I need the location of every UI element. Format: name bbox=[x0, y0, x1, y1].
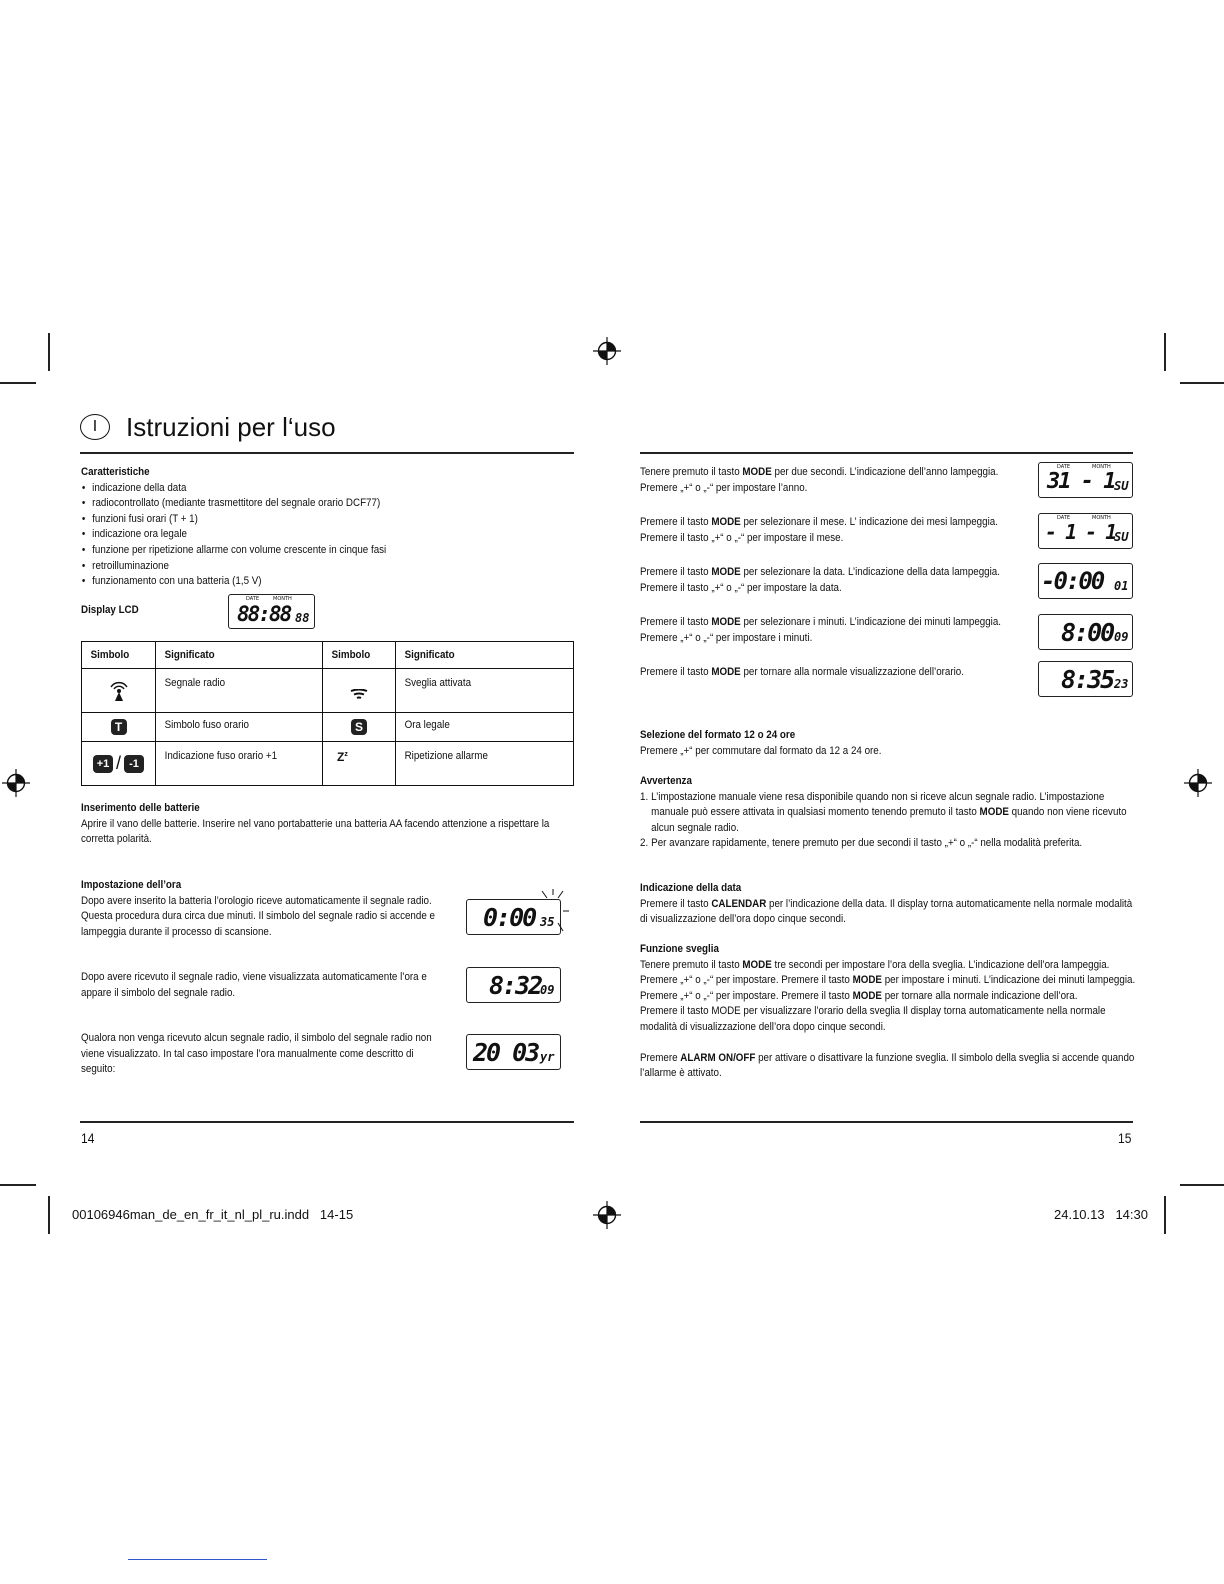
table-header: Significato bbox=[396, 642, 574, 669]
batteries-section bbox=[81, 801, 574, 848]
symbol-table bbox=[81, 641, 574, 786]
table-cell bbox=[82, 669, 156, 713]
summer-time-s-icon: S bbox=[351, 719, 367, 735]
format-text: Premere „+“ per commutare dal formato da 12 a 24 ore. bbox=[640, 744, 882, 757]
date-text: Premere il tasto CALENDAR per l’indicazione della data. Il display torna automaticamente nella normale modalità di visualizzazione dell’ora dopo cinque secondi. bbox=[640, 897, 1133, 926]
date-heading: Indicazione della data bbox=[640, 882, 742, 894]
table-header: Simbolo bbox=[82, 642, 156, 669]
list-item: 2. Per avanzare rapidamente, tenere premuto per due secondi il tasto „+“ o „-“ nella modalità preferita. bbox=[640, 837, 1083, 850]
lcd-tag-month: MONTH bbox=[1092, 515, 1111, 521]
crop-mark bbox=[0, 382, 36, 384]
table-cell: Ora legale bbox=[396, 713, 574, 742]
lcd-digits: 31 - 1 bbox=[1047, 469, 1115, 494]
format-heading: Selezione del formato 12 o 24 ore bbox=[640, 729, 796, 741]
table-cell bbox=[323, 669, 396, 713]
alarm-on-icon bbox=[350, 689, 368, 701]
language-badge-icon: I bbox=[80, 414, 110, 440]
lcd-digits: 0:00 bbox=[483, 903, 536, 932]
separator: / bbox=[115, 753, 121, 773]
lcd-small: 09 bbox=[1114, 630, 1129, 644]
crop-mark bbox=[1164, 1196, 1166, 1234]
page-title bbox=[80, 410, 336, 444]
title-rule bbox=[80, 452, 574, 454]
lcd-tag-date: DATE bbox=[246, 596, 260, 602]
table-cell: Indicazione fuso orario +1 bbox=[156, 742, 323, 786]
table-cell bbox=[323, 742, 396, 786]
lcd-digits: 8:00 bbox=[1061, 618, 1114, 647]
time-paragraph-3: Qualora non venga ricevuto alcun segnale radio, il simbolo del segnale radio non viene visualizzato. In tal caso impostare l’ora manualmente come descritto di seguito: bbox=[81, 1032, 432, 1076]
table-cell: Ripetizione allarme bbox=[396, 742, 574, 786]
lcd-step-1 bbox=[1038, 462, 1133, 498]
registration-mark-icon bbox=[593, 1201, 621, 1229]
registration-mark-icon bbox=[2, 769, 30, 797]
lcd-digits: -0:00 bbox=[1041, 567, 1104, 595]
time-paragraph-1: Dopo avere inserito la batteria l’orologio riceve automaticamente il segnale radio. Questa procedura dura circa due minuti. Il simbolo del segnale radio si accende e lampeggia durante il processo di scansione. bbox=[81, 894, 435, 938]
lcd-small: 23 bbox=[1114, 677, 1129, 691]
crop-mark bbox=[1164, 333, 1166, 371]
step-3: Premere il tasto MODE per selezionare la data. L’indicazione della data lampeggia. Premere il tasto „+“ o „-“ per impostare la data. bbox=[640, 566, 1000, 594]
features-heading: Caratteristiche bbox=[81, 466, 150, 478]
lcd-digits: - 1 - 1 bbox=[1045, 520, 1116, 544]
format-section bbox=[640, 728, 1130, 759]
lcd-small: 01 bbox=[1114, 579, 1129, 593]
lcd-seconds: 09 bbox=[540, 983, 555, 997]
time-heading: Impostazione dell’ora bbox=[81, 879, 182, 891]
lcd-display-full bbox=[228, 594, 315, 629]
time-section bbox=[81, 878, 449, 940]
timezone-minus-one: -1 bbox=[124, 755, 144, 773]
lcd-digits: 8:35 bbox=[1061, 665, 1114, 694]
lcd-manual bbox=[466, 1034, 561, 1070]
lcd-step-3 bbox=[1038, 563, 1133, 599]
registration-mark-icon bbox=[1184, 769, 1212, 797]
step-5: Premere il tasto MODE per tornare alla normale visualizzazione dell’orario. bbox=[640, 666, 964, 678]
title-text: Istruzioni per l‘uso bbox=[126, 411, 336, 442]
features-section bbox=[81, 465, 563, 590]
display-heading: Display LCD bbox=[81, 604, 139, 616]
list-item: • funzione per ripetizione allarme con volume crescente in cinque fasi bbox=[81, 543, 563, 559]
table-cell: Segnale radio bbox=[156, 669, 323, 713]
page-number-right: 15 bbox=[1118, 1130, 1132, 1146]
list-item: • radiocontrollato (mediante trasmettitore del segnale orario DCF77) bbox=[81, 496, 563, 512]
batteries-text: Aprire il vano delle batterie. Inserire nel vano portabatterie una batteria AA facendo attenzione a rispettare la corretta polarità. bbox=[81, 817, 550, 846]
timezone-plus-minus-icon bbox=[82, 753, 155, 774]
lcd-digits: 8:32 bbox=[489, 971, 542, 1000]
list-item: • indicazione ora legale bbox=[81, 527, 563, 543]
lcd-digits: 88:88 bbox=[237, 602, 291, 626]
alarm-paragraph-1: Tenere premuto il tasto MODE tre secondi per impostare l’ora della sveglia. L’indicazione dell’ora lampeggia. Premere „+“ o „-“ per impostare. Premere il tasto MODE per impostare i minuti. L’indicazione dei minuti lampeggia. Premere „+“ o „-“ per impostare. Premere il tasto MODE per tornare alla normale indicazione dell’ora. bbox=[640, 958, 1136, 1002]
table-header: Simbolo bbox=[323, 642, 396, 669]
table-header-row bbox=[82, 642, 574, 669]
footer-filename: 00106946man_de_en_fr_it_nl_pl_ru.indd 14-15 bbox=[72, 1207, 354, 1222]
alarm-section bbox=[640, 942, 1135, 1082]
alarm-heading: Funzione sveglia bbox=[640, 943, 719, 955]
crop-mark bbox=[48, 1196, 50, 1234]
list-item: 1. L’impostazione manuale viene resa disponibile quando non si riceve alcun segnale radio. L’impostazione manuale può essere attivata in qualsiasi momento tenendo premuto il tasto MODE quando non viene ricevuto alcun segnale radio. bbox=[640, 790, 1127, 834]
time-paragraph-2: Dopo avere ricevuto il segnale radio, viene visualizzata automaticamente l’ora e appare il simbolo del segnale radio. bbox=[81, 971, 427, 999]
list-item: • indicazione della data bbox=[81, 481, 563, 497]
lcd-tag-month: MONTH bbox=[1092, 464, 1111, 470]
radio-signal-icon bbox=[108, 680, 130, 702]
warning-section bbox=[640, 774, 1134, 852]
warning-list bbox=[640, 790, 1134, 852]
snooze-icon: $Z^z$ bbox=[337, 750, 348, 764]
list-item: • funzionamento con una batteria (1,5 V) bbox=[81, 574, 563, 590]
table-row bbox=[82, 742, 574, 786]
lcd-step-4 bbox=[1038, 614, 1133, 650]
timezone-plus-one: +1 bbox=[93, 755, 113, 773]
crop-mark bbox=[0, 1184, 36, 1186]
list-item: • retroilluminazione bbox=[81, 559, 563, 575]
lcd-step-5 bbox=[1038, 661, 1133, 697]
lcd-tag-date: DATE bbox=[1057, 464, 1071, 470]
link-underline bbox=[128, 1559, 267, 1560]
lcd-seconds: 88 bbox=[295, 611, 310, 625]
crop-mark bbox=[1180, 1184, 1224, 1186]
lcd-small: SU bbox=[1114, 530, 1129, 544]
blink-rays-icon bbox=[536, 889, 570, 939]
lcd-digits: 20 03 bbox=[473, 1038, 539, 1067]
step-1: Tenere premuto il tasto MODE per due secondi. L’indicazione dell’anno lampeggia. Premere „+“ o „-“ per impostare l’anno. bbox=[640, 466, 999, 494]
step-2: Premere il tasto MODE per selezionare il mese. L’ indicazione dei mesi lampeggia. Premere il tasto „+“ o „-“ per impostare il mese. bbox=[640, 516, 998, 544]
alarm-paragraph-3: Premere ALARM ON/OFF per attivare o disattivare la funzione sveglia. Il simbolo della sveglia si accende quando l’allarme è attivato. bbox=[640, 1051, 1135, 1080]
table-header: Significato bbox=[156, 642, 323, 669]
right-top-rule bbox=[640, 452, 1133, 454]
date-section bbox=[640, 881, 1134, 928]
table-cell bbox=[82, 742, 156, 786]
timezone-t-icon: T bbox=[111, 719, 127, 735]
page-number-left: 14 bbox=[81, 1130, 95, 1146]
table-cell: Sveglia attivata bbox=[396, 669, 574, 713]
table-row bbox=[82, 669, 574, 713]
table-cell bbox=[323, 713, 396, 742]
lcd-received bbox=[466, 967, 561, 1003]
lcd-tag-date: DATE bbox=[1057, 515, 1071, 521]
alarm-paragraph-2: Premere il tasto MODE per visualizzare l’orario della sveglia Il display torna automaticamente nella normale modalità di visualizzazione dell’ora dopo cinque secondi. bbox=[640, 1005, 1106, 1033]
left-bottom-rule bbox=[80, 1121, 574, 1123]
crop-mark bbox=[48, 333, 50, 371]
lcd-small: SU bbox=[1114, 479, 1129, 493]
registration-mark-icon bbox=[593, 337, 621, 365]
crop-mark bbox=[1180, 382, 1224, 384]
step-4: Premere il tasto MODE per selezionare i minuti. L’indicazione dei minuti lampeggia. Premere „+“ o „-“ per impostare i minuti. bbox=[640, 616, 1002, 644]
lcd-tag-month: MONTH bbox=[273, 596, 292, 602]
table-cell: Simbolo fuso orario bbox=[156, 713, 323, 742]
lcd-seconds: 35 bbox=[540, 915, 555, 929]
lcd-year-tag: yr bbox=[540, 1050, 555, 1064]
batteries-heading: Inserimento delle batterie bbox=[81, 802, 200, 814]
right-bottom-rule bbox=[640, 1121, 1133, 1123]
warning-heading: Avvertenza bbox=[640, 775, 692, 787]
list-item: • funzioni fusi orari (T + 1) bbox=[81, 512, 563, 528]
footer-date: 24.10.13 14:30 bbox=[1054, 1207, 1148, 1222]
table-row bbox=[82, 713, 574, 742]
lcd-step-2 bbox=[1038, 513, 1133, 549]
features-list bbox=[81, 481, 563, 590]
table-cell bbox=[82, 713, 156, 742]
